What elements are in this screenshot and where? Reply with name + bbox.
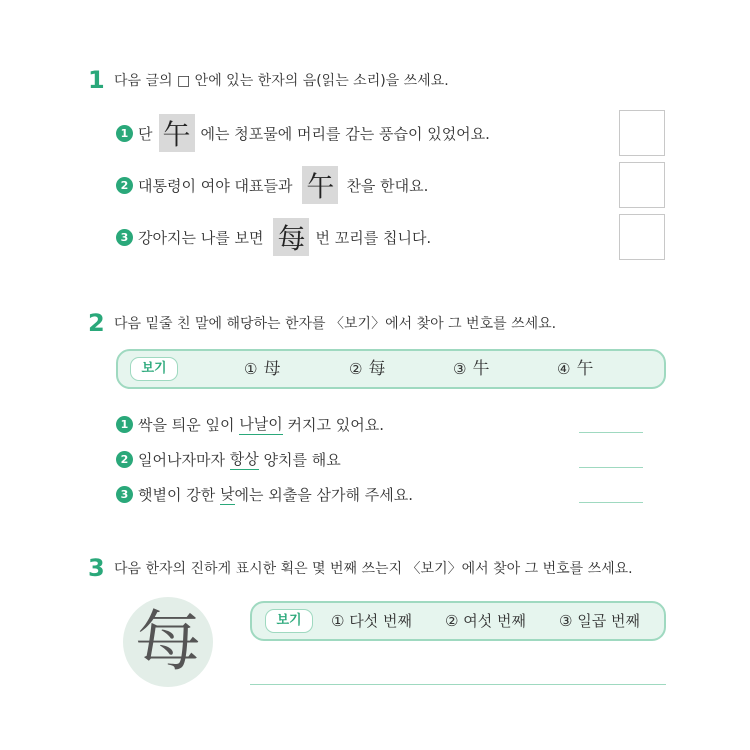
option-number: ① (244, 360, 258, 378)
question-2-instruction: 다음 밑줄 친 말에 해당하는 한자를 〈보기〉에서 찾아 그 번호를 쓰세요. (114, 316, 557, 332)
q1-item-3-hanja-box: 每 (273, 218, 309, 256)
q1-item-1 (116, 113, 490, 153)
q3-option-3: ③ 일곱 번째 (559, 612, 640, 630)
q2-item-3 (116, 474, 413, 514)
item-marker: 1 (116, 416, 133, 433)
q2-item-2-before: 일어나자마자 (138, 450, 230, 469)
q2-option-3 (453, 359, 489, 379)
q3-option-1: ① 다섯 번째 (331, 612, 412, 630)
item-marker: 1 (116, 125, 133, 142)
q1-item-2-hanja-box: 午 (302, 166, 338, 204)
q2-item-1-before: 싹을 틔운 잎이 (138, 415, 240, 434)
q3-option-2: ② 여섯 번째 (445, 612, 526, 630)
item-marker: 3 (116, 486, 133, 503)
q2-boggi-label: 보기 (130, 357, 178, 381)
q2-item-3-before: 햇볕이 강한 (138, 485, 220, 504)
q2-answer-blank-1[interactable] (579, 432, 643, 433)
q2-item-1-after: 커지고 있어요. (282, 415, 384, 434)
q2-item-2-underlined: 항상 (229, 450, 259, 468)
q3-answer-line[interactable] (250, 684, 666, 685)
question-1-number: 1 (88, 66, 105, 94)
option-number: ④ (557, 360, 571, 378)
option-hanja: 牛 (472, 359, 490, 379)
option-number: ③ (453, 360, 467, 378)
q1-item-1-after: 에는 청포물에 머리를 감는 풍습이 있었어요. (200, 124, 490, 143)
option-hanja: 母 (263, 359, 281, 379)
q1-item-2 (116, 165, 428, 205)
q2-item-2-after: 양치를 해요 (258, 450, 341, 469)
item-marker: 3 (116, 229, 133, 246)
q1-item-3 (116, 217, 431, 257)
q1-answer-box-3[interactable] (619, 214, 665, 260)
item-marker: 2 (116, 177, 133, 194)
q3-boggi-label: 보기 (265, 609, 313, 633)
q2-item-2 (116, 439, 341, 479)
q1-item-1-hanja-box: 午 (159, 114, 195, 152)
q2-answer-blank-3[interactable] (579, 502, 643, 503)
option-hanja: 午 (576, 359, 594, 379)
option-number: ② (349, 360, 363, 378)
q2-option-4 (557, 359, 593, 379)
q1-answer-box-2[interactable] (619, 162, 665, 208)
q2-answer-blank-2[interactable] (579, 467, 643, 468)
q1-answer-box-1[interactable] (619, 110, 665, 156)
question-3-number: 3 (88, 554, 105, 582)
q3-big-hanja: 每 (135, 603, 201, 680)
question-3-instruction: 다음 한자의 진하게 표시한 획은 몇 번째 쓰는지 〈보기〉에서 찾아 그 번호를 쓰세요. (114, 561, 633, 577)
q2-item-3-underlined: 낮 (220, 485, 235, 503)
q2-item-3-after: 에는 외출을 삼가해 주세요. (234, 485, 413, 504)
question-2-number: 2 (88, 309, 105, 337)
q2-item-1 (116, 404, 384, 444)
item-marker: 2 (116, 451, 133, 468)
q2-option-1 (244, 359, 280, 379)
option-hanja: 每 (368, 359, 386, 379)
q1-item-3-after: 번 꼬리를 칩니다. (315, 228, 432, 247)
q2-item-1-underlined: 나날이 (239, 415, 283, 433)
q2-option-2 (349, 359, 385, 379)
q1-item-3-before: 강아지는 나를 보면 (138, 228, 264, 247)
q1-item-2-after: 찬을 한대요. (346, 176, 429, 195)
q1-item-2-before: 대통령이 여야 대표들과 (138, 176, 293, 195)
q1-item-1-before: 단 (138, 124, 153, 143)
question-1-instruction: 다음 글의 □ 안에 있는 한자의 음(읽는 소리)을 쓰세요. (114, 73, 449, 89)
